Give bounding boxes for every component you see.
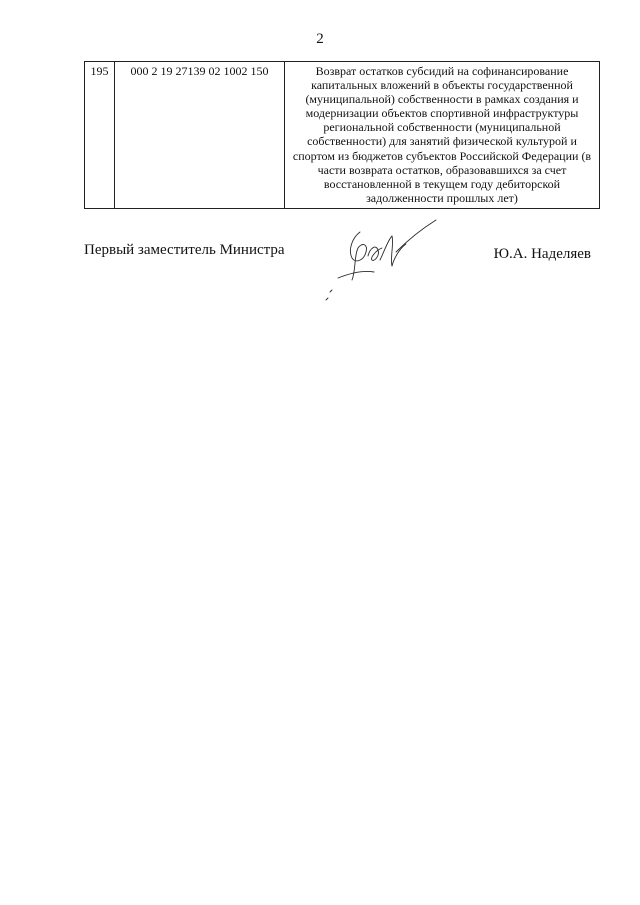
description-cell: Возврат остатков субсидий на софинансирование капитальных вложений в объекты государственной (муниципальной) собственности в рамках создания и модернизации объектов спортивной инфраструктуры региональной собственности (муниципальной собственности) для занятий физической культурой и спортом из бюджетов субъектов Российской Федерации (в части возврата остатков, образовавшихся за счет восстановленной в текущем году дебиторской задолженности прошлых лет): [285, 62, 600, 209]
budget-code-table: [84, 61, 600, 209]
row-number-cell: 195: [85, 62, 115, 209]
table-row: [85, 62, 600, 209]
signatory-name: Ю.А. Наделяев: [493, 246, 591, 262]
handwritten-signature: [322, 214, 442, 306]
signatory-title: Первый заместитель Министра: [84, 242, 285, 258]
budget-code-cell: 000 2 19 27139 02 1002 150: [115, 62, 285, 209]
page-number: 2: [316, 31, 324, 47]
